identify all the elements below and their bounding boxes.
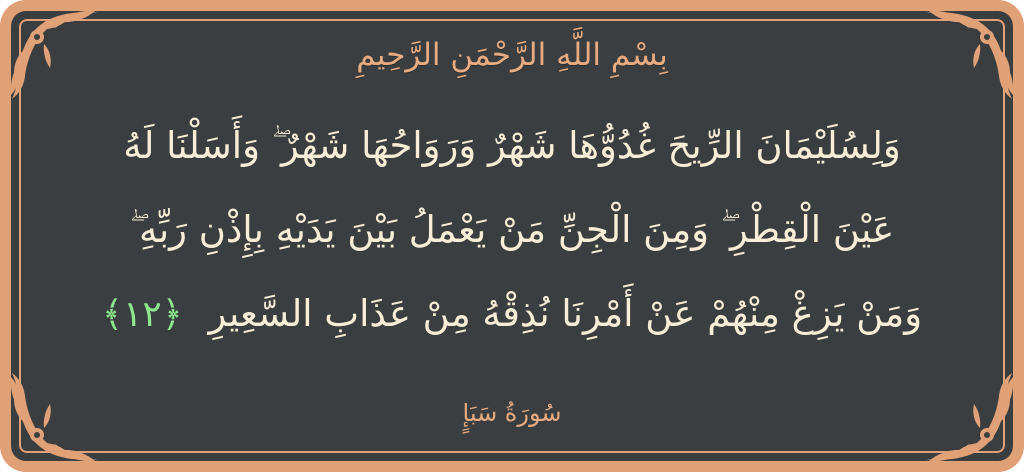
verse-line-2: عَيْنَ الْقِطْرِ ۖ وَمِنَ الْجِنِّ مَنْ يَعْمَلُ بَيْنَ يَدَيْهِ بِإِذْنِ رَبِّهِ ۖ bbox=[129, 208, 895, 251]
surah-name-label: سُورَةُ سَبَإٍ bbox=[462, 399, 562, 427]
verse-line-3 bbox=[48, 272, 976, 357]
verse-line-3-text: وَمَنْ يَزِغْ مِنْهُمْ عَنْ أَمْرِنَا نُذِقْهُ مِنْ عَذَابِ السَّعِيرِ bbox=[208, 292, 923, 335]
verse-text-block bbox=[48, 104, 976, 357]
bismillah-text: بِسْمِ اللَّهِ الرَّحْمَنِ الرَّحِيمِ bbox=[356, 37, 668, 73]
verse-line-1: وَلِسُلَيْمَانَ الرِّيحَ غُدُوُّهَا شَهْرٌ وَرَوَاحُهَا شَهْرٌ ۖ وَأَسَلْنَا لَهُ bbox=[123, 124, 901, 167]
verse-number-badge: ﴿١٢﴾ bbox=[101, 294, 183, 335]
